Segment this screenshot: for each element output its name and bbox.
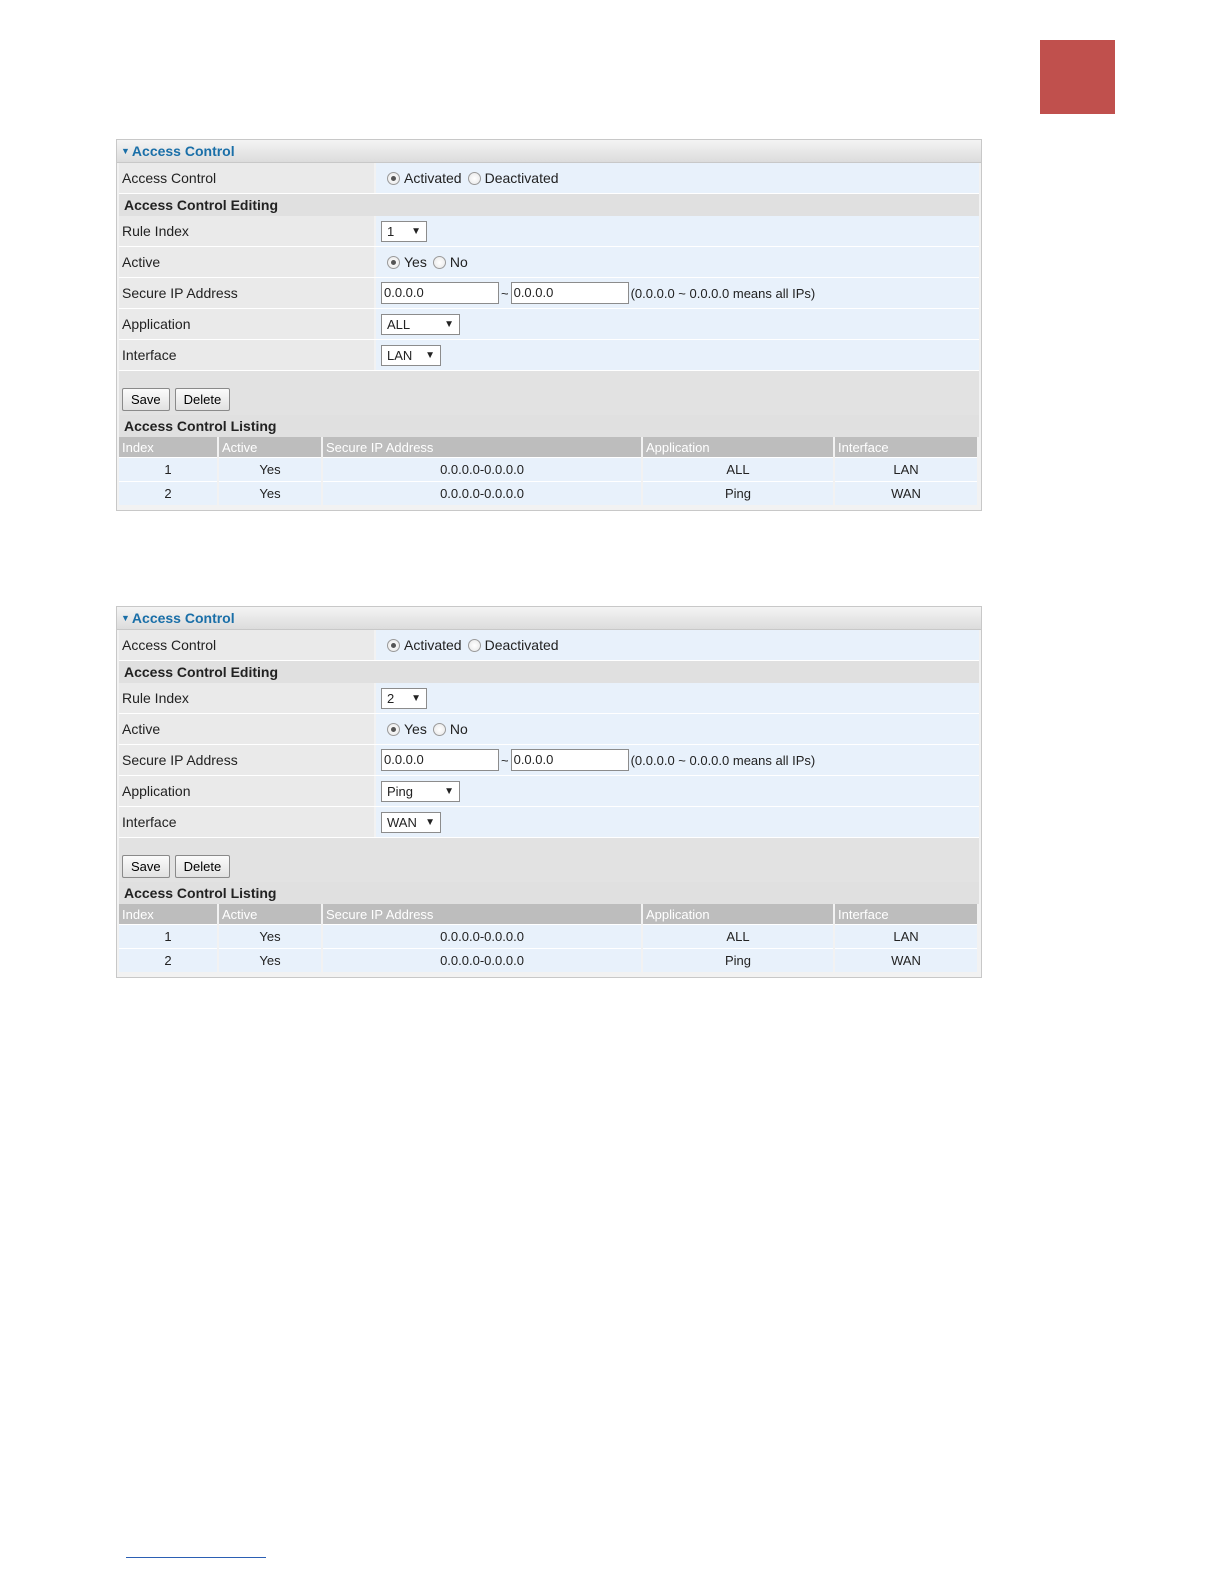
table-row[interactable] xyxy=(119,482,978,506)
rule-index-label: Rule Index xyxy=(119,683,374,713)
button-bar xyxy=(119,371,979,415)
active-row xyxy=(119,714,979,745)
editing-section-title: Access Control Editing xyxy=(119,194,979,216)
listing-section-title: Access Control Listing xyxy=(119,415,979,437)
table-row[interactable] xyxy=(119,925,978,949)
ip-to-input[interactable]: 0.0.0.0 xyxy=(511,749,629,771)
cell-application: ALL xyxy=(642,458,834,482)
table-header-row xyxy=(119,904,978,925)
interface-select[interactable] xyxy=(381,345,441,366)
rule-index-select[interactable] xyxy=(381,688,427,709)
active-label: Active xyxy=(119,247,374,277)
cell-active: Yes xyxy=(218,949,322,973)
cell-secure-ip: 0.0.0.0-0.0.0.0 xyxy=(322,949,642,973)
application-value: Ping xyxy=(387,783,414,799)
chevron-down-icon: ▼ xyxy=(444,785,454,797)
secure-ip-row xyxy=(119,745,979,776)
interface-label: Interface xyxy=(119,340,374,370)
ip-hint: (0.0.0.0 ~ 0.0.0.0 means all IPs) xyxy=(630,285,816,301)
yes-label: Yes xyxy=(404,721,427,737)
panel-header[interactable] xyxy=(117,140,981,163)
table-header-row xyxy=(119,437,978,458)
delete-button[interactable]: Delete xyxy=(175,855,231,878)
cell-secure-ip: 0.0.0.0-0.0.0.0 xyxy=(322,482,642,506)
application-value: ALL xyxy=(387,316,411,332)
chevron-down-icon: ▼ xyxy=(411,692,421,704)
listing-section-title: Access Control Listing xyxy=(119,882,979,904)
secure-ip-row xyxy=(119,278,979,309)
deactivated-label: Deactivated xyxy=(484,170,559,186)
cell-interface: LAN xyxy=(834,458,978,482)
footnote-separator xyxy=(126,1557,266,1558)
collapse-triangle-icon[interactable]: ▼ xyxy=(121,146,130,156)
access-control-table xyxy=(119,904,979,972)
rule-index-label: Rule Index xyxy=(119,216,374,246)
cell-index: 1 xyxy=(119,925,218,949)
rule-index-value: 2 xyxy=(387,690,395,706)
activated-radio[interactable] xyxy=(387,639,400,652)
deactivated-label: Deactivated xyxy=(484,637,559,653)
application-select[interactable] xyxy=(381,781,460,802)
cell-interface: WAN xyxy=(834,482,978,506)
ip-from-input[interactable]: 0.0.0.0 xyxy=(381,282,499,304)
activated-label: Activated xyxy=(404,637,462,653)
activated-radio[interactable] xyxy=(387,172,400,185)
chevron-down-icon: ▼ xyxy=(425,816,435,828)
chevron-down-icon: ▼ xyxy=(425,349,435,361)
cell-secure-ip: 0.0.0.0-0.0.0.0 xyxy=(322,458,642,482)
ip-from-input[interactable]: 0.0.0.0 xyxy=(381,749,499,771)
active-yes-radio[interactable] xyxy=(387,256,400,269)
cell-interface: LAN xyxy=(834,925,978,949)
cell-index: 2 xyxy=(119,482,218,506)
ip-separator: ~ xyxy=(501,285,509,301)
col-secure-ip: Secure IP Address xyxy=(322,904,642,925)
activated-label: Activated xyxy=(404,170,462,186)
secure-ip-label: Secure IP Address xyxy=(119,278,374,308)
panel-title: Access Control xyxy=(131,143,235,159)
active-no-radio[interactable] xyxy=(433,256,446,269)
active-no-radio[interactable] xyxy=(433,723,446,736)
cell-active: Yes xyxy=(218,458,322,482)
ip-hint: (0.0.0.0 ~ 0.0.0.0 means all IPs) xyxy=(630,752,816,768)
no-label: No xyxy=(449,721,468,737)
cell-active: Yes xyxy=(218,925,322,949)
cell-index: 1 xyxy=(119,458,218,482)
access-control-row xyxy=(119,163,979,194)
delete-button[interactable]: Delete xyxy=(175,388,231,411)
panel-title: Access Control xyxy=(131,610,235,626)
interface-select[interactable] xyxy=(381,812,441,833)
cell-application: ALL xyxy=(642,925,834,949)
application-label: Application xyxy=(119,776,374,806)
application-label: Application xyxy=(119,309,374,339)
rule-index-value: 1 xyxy=(387,223,395,239)
interface-row xyxy=(119,340,979,371)
rule-index-select[interactable] xyxy=(381,221,427,242)
deactivated-radio[interactable] xyxy=(468,639,481,652)
access-control-row xyxy=(119,630,979,661)
cell-secure-ip: 0.0.0.0-0.0.0.0 xyxy=(322,925,642,949)
cell-application: Ping xyxy=(642,482,834,506)
button-bar xyxy=(119,838,979,882)
col-secure-ip: Secure IP Address xyxy=(322,437,642,458)
active-label: Active xyxy=(119,714,374,744)
access-control-table xyxy=(119,437,979,505)
collapse-triangle-icon[interactable]: ▼ xyxy=(121,613,130,623)
yes-label: Yes xyxy=(404,254,427,270)
application-row xyxy=(119,309,979,340)
access-control-label: Access Control xyxy=(119,630,374,660)
cell-active: Yes xyxy=(218,482,322,506)
col-application: Application xyxy=(642,437,834,458)
access-control-panel-2 xyxy=(116,606,982,978)
rule-index-row xyxy=(119,216,979,247)
interface-row xyxy=(119,807,979,838)
cell-interface: WAN xyxy=(834,949,978,973)
access-control-label: Access Control xyxy=(119,163,374,193)
interface-label: Interface xyxy=(119,807,374,837)
cell-application: Ping xyxy=(642,949,834,973)
secure-ip-label: Secure IP Address xyxy=(119,745,374,775)
col-interface: Interface xyxy=(834,437,978,458)
interface-value: LAN xyxy=(387,347,413,363)
col-index: Index xyxy=(119,437,218,458)
active-yes-radio[interactable] xyxy=(387,723,400,736)
panel-header[interactable] xyxy=(117,607,981,630)
ip-separator: ~ xyxy=(501,752,509,768)
save-button[interactable]: Save xyxy=(122,388,170,411)
col-index: Index xyxy=(119,904,218,925)
no-label: No xyxy=(449,254,468,270)
col-application: Application xyxy=(642,904,834,925)
editing-section-title: Access Control Editing xyxy=(119,661,979,683)
col-active: Active xyxy=(218,904,322,925)
chevron-down-icon: ▼ xyxy=(444,318,454,330)
deactivated-radio[interactable] xyxy=(468,172,481,185)
access-control-panel-1 xyxy=(116,139,982,511)
save-button[interactable]: Save xyxy=(122,855,170,878)
table-row[interactable] xyxy=(119,949,978,973)
page-corner-tab xyxy=(1040,40,1115,114)
ip-to-input[interactable]: 0.0.0.0 xyxy=(511,282,629,304)
active-row xyxy=(119,247,979,278)
application-select[interactable] xyxy=(381,314,460,335)
col-interface: Interface xyxy=(834,904,978,925)
rule-index-row xyxy=(119,683,979,714)
interface-value: WAN xyxy=(387,814,417,830)
col-active: Active xyxy=(218,437,322,458)
table-row[interactable] xyxy=(119,458,978,482)
cell-index: 2 xyxy=(119,949,218,973)
application-row xyxy=(119,776,979,807)
chevron-down-icon: ▼ xyxy=(411,225,421,237)
